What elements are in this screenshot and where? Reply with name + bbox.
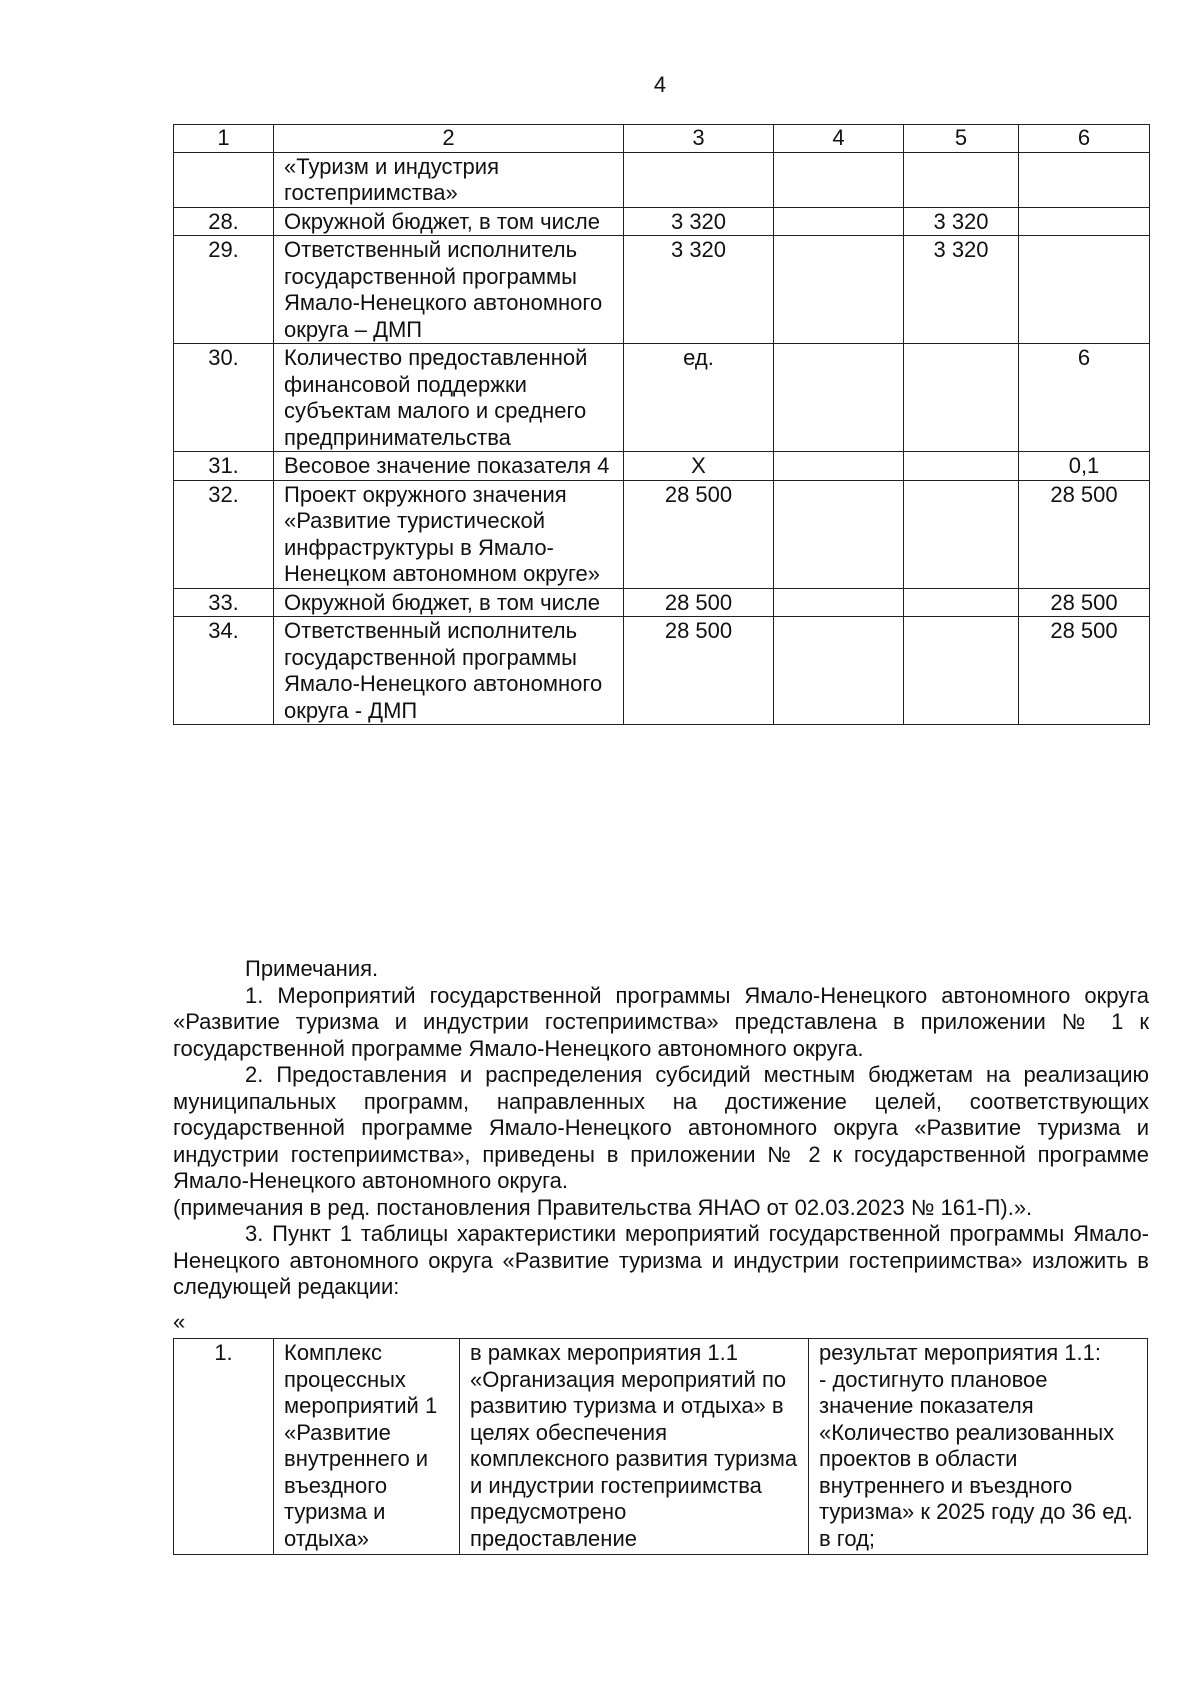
header-cell-1: 1 [174, 125, 274, 153]
row-name: Количество предоставленной финансовой поддержки субъектам малого и среднего предпринимательства [274, 344, 624, 452]
row-value-3: 3 320 [624, 207, 774, 236]
row-value-6 [1019, 152, 1150, 207]
row-value-5: 3 320 [904, 207, 1019, 236]
row-value-5 [904, 452, 1019, 481]
row-value-3: 3 320 [624, 236, 774, 344]
row-name: Окружной бюджет, в том числе [274, 588, 624, 617]
row-value-4 [774, 480, 904, 588]
row-name: Ответственный исполнитель государственной программы Ямало-Ненецкого автономного округа – ДМП [274, 236, 624, 344]
amendment-note: (примечания в ред. постановления Правительства ЯНАО от 02.03.2023 № 161-П).». [173, 1194, 1033, 1220]
row-value-3: ед. [624, 344, 774, 452]
notes-section [173, 956, 1149, 1301]
row-value-6 [1019, 207, 1150, 236]
page-number: 4 [653, 72, 667, 97]
row-name: Проект окружного значения «Развитие туристической инфраструктуры в Ямало-Ненецком автономном округе» [274, 480, 624, 588]
row-value-6: 28 500 [1019, 617, 1150, 725]
row-value-5 [904, 617, 1019, 725]
row-number: 32. [174, 480, 274, 588]
table-row [174, 152, 1150, 207]
header-cell-3: 3 [624, 125, 774, 153]
header-cell-2: 2 [274, 125, 624, 153]
table-row [174, 588, 1150, 617]
row-number [174, 152, 274, 207]
row-name: Ответственный исполнитель государственной программы Ямало-Ненецкого автономного округа - ДМП [274, 617, 624, 725]
opening-quote-mark: « [173, 1309, 186, 1334]
table-row [174, 617, 1150, 725]
row-value-4 [774, 207, 904, 236]
row-value-6: 0,1 [1019, 452, 1150, 481]
row-number: 28. [174, 207, 274, 236]
row-value-6: 6 [1019, 344, 1150, 452]
row-value-4 [774, 152, 904, 207]
note-1: 1. Мероприятий государственной программы Ямало-Ненецкого автономного округа «Развитие туризма и индустрии гостеприимства» представлена в приложении № 1 к государственной программе Ямало-Ненецкого автономного округа. [173, 982, 1149, 1061]
point-3-text: 3. Пункт 1 таблицы характеристики мероприятий государственной программы Ямало-Ненецкого автономного округа «Развитие туризма и индустрии гостеприимства» изложить в следующей редакции: [173, 1221, 1149, 1299]
row-value-3: X [624, 452, 774, 481]
row-number: 31. [174, 452, 274, 481]
row-value-4 [774, 452, 904, 481]
header-cell-6: 6 [1019, 125, 1150, 153]
row-number: 30. [174, 344, 274, 452]
row-name: Весовое значение показателя 4 [274, 452, 624, 481]
row-value-6 [1019, 236, 1150, 344]
measure-description-cell: в рамках мероприятия 1.1 «Организация мероприятий по развитию туризма и отдыха» в целях обеспечения комплексного развития туризма и индустрии гостеприимства предусмотрено предоставление [460, 1339, 809, 1555]
row-name: «Туризм и индустрия гостеприимства» [274, 152, 624, 207]
row-number: 33. [174, 588, 274, 617]
row-name: Окружной бюджет, в том числе [274, 207, 624, 236]
row-value-4 [774, 344, 904, 452]
row-number: 29. [174, 236, 274, 344]
row-value-3: 28 500 [624, 588, 774, 617]
table-row [174, 1339, 1148, 1555]
row-value-5: 3 320 [904, 236, 1019, 344]
row-value-5 [904, 480, 1019, 588]
row-value-4 [774, 588, 904, 617]
row-number: 34. [174, 617, 274, 725]
row-value-5 [904, 152, 1019, 207]
row-value-3: 28 500 [624, 617, 774, 725]
table-row [174, 452, 1150, 481]
table-row [174, 207, 1150, 236]
row-number: 1. [174, 1339, 274, 1555]
notes-title: Примечания. [245, 956, 379, 981]
row-value-6: 28 500 [1019, 480, 1150, 588]
indicators-table [173, 124, 1150, 725]
row-value-3: 28 500 [624, 480, 774, 588]
table-row [174, 480, 1150, 588]
measures-table [173, 1338, 1148, 1555]
table-row [174, 236, 1150, 344]
row-value-4 [774, 236, 904, 344]
table-header-row [174, 125, 1150, 153]
note-2: 2. Предоставления и распределения субсидий местным бюджетам на реализацию муниципальных программ, направленных на достижение целей, соответствующих государственной программе Ямало-Ненецкого автономного округа «Развитие туризма и индустрии гостеприимства», приведены в приложении № 2 к государственной программе Ямало-Ненецкого автономного округа. [173, 1062, 1149, 1193]
complex-name-cell: Комплекс процессных мероприятий 1 «Развитие внутреннего и въездного туризма и отдыха» [274, 1339, 460, 1555]
row-value-4 [774, 617, 904, 725]
row-value-3 [624, 152, 774, 207]
row-value-5 [904, 344, 1019, 452]
header-cell-4: 4 [774, 125, 904, 153]
header-cell-5: 5 [904, 125, 1019, 153]
table-row [174, 344, 1150, 452]
row-value-6: 28 500 [1019, 588, 1150, 617]
row-value-5 [904, 588, 1019, 617]
measure-result-cell: результат мероприятия 1.1: - достигнуто плановое значение показателя «Количество реализованных проектов в области внутреннего и въездного туризма» к 2025 году до 36 ед. в год; [809, 1339, 1148, 1555]
